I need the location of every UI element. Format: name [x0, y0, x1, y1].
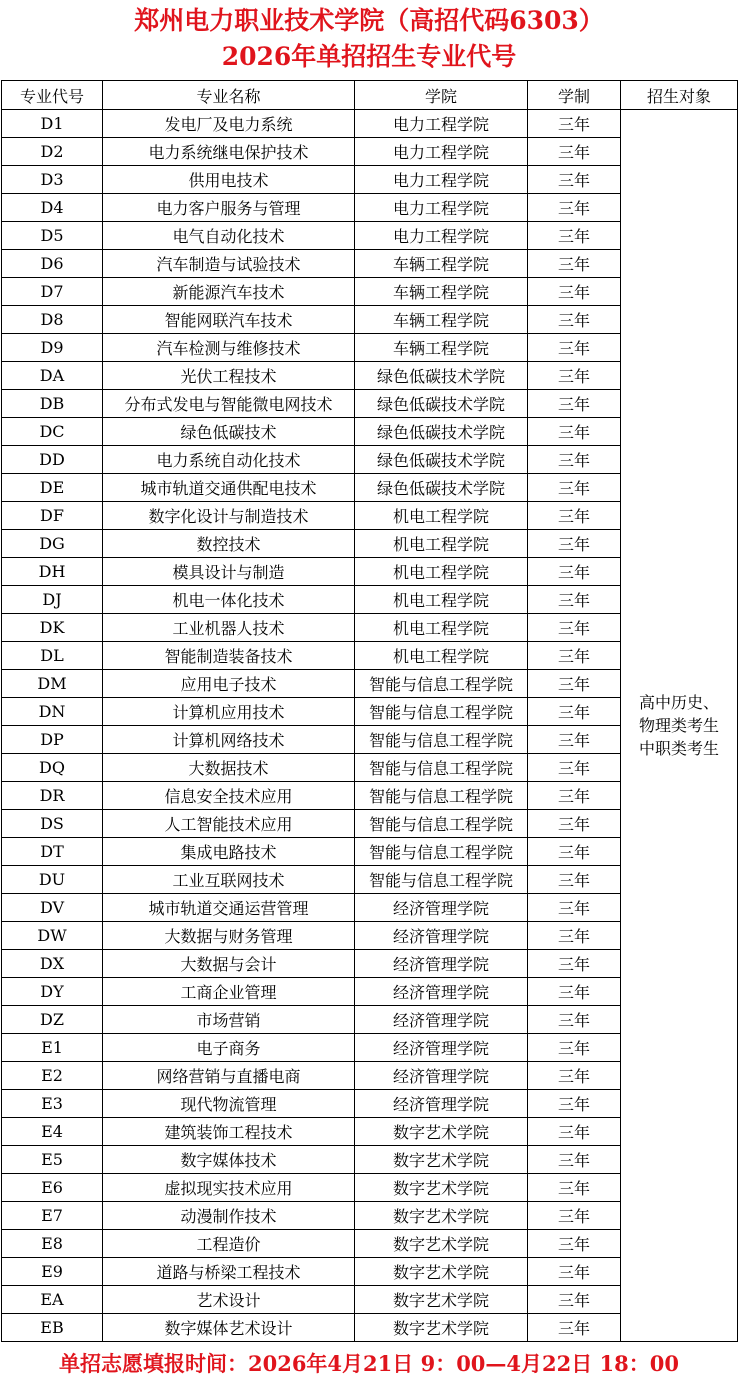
- major-code-cell: D1: [2, 110, 103, 138]
- major-code-cell: DQ: [2, 754, 103, 782]
- major-code-cell: EB: [2, 1314, 103, 1342]
- major-name-cell: 绿色低碳技术: [103, 418, 355, 446]
- page-subtitle: 2026年单招招生专业代号: [221, 42, 517, 71]
- duration-cell: 三年: [528, 642, 621, 670]
- major-name-cell: 工商企业管理: [103, 978, 355, 1006]
- major-code-cell: DG: [2, 530, 103, 558]
- duration-cell: 三年: [528, 1006, 621, 1034]
- duration-cell: 三年: [528, 894, 621, 922]
- college-cell: 绿色低碳技术学院: [355, 446, 528, 474]
- column-header-code: 专业代号: [2, 81, 103, 110]
- college-cell: 经济管理学院: [355, 922, 528, 950]
- major-name-cell: 新能源汽车技术: [103, 278, 355, 306]
- duration-cell: 三年: [528, 194, 621, 222]
- major-name-cell: 电子商务: [103, 1034, 355, 1062]
- duration-cell: 三年: [528, 306, 621, 334]
- target-applicants-cell: [621, 110, 738, 1342]
- target-applicants-line: 物理类考生: [638, 716, 719, 735]
- major-code-cell: DH: [2, 558, 103, 586]
- major-name-cell: 建筑装饰工程技术: [103, 1118, 355, 1146]
- major-code-cell: DF: [2, 502, 103, 530]
- major-name-cell: 计算机应用技术: [103, 698, 355, 726]
- duration-cell: 三年: [528, 250, 621, 278]
- major-code-cell: DT: [2, 838, 103, 866]
- college-cell: 车辆工程学院: [355, 306, 528, 334]
- major-code-cell: DM: [2, 670, 103, 698]
- major-name-cell: 数字媒体艺术设计: [103, 1314, 355, 1342]
- major-code-cell: DR: [2, 782, 103, 810]
- major-name-cell: 汽车检测与维修技术: [103, 334, 355, 362]
- major-code-cell: DV: [2, 894, 103, 922]
- major-name-cell: 数字媒体技术: [103, 1146, 355, 1174]
- duration-cell: 三年: [528, 1230, 621, 1258]
- duration-cell: 三年: [528, 418, 621, 446]
- college-cell: 电力工程学院: [355, 222, 528, 250]
- major-code-cell: D9: [2, 334, 103, 362]
- college-cell: 经济管理学院: [355, 1006, 528, 1034]
- major-name-cell: 工业互联网技术: [103, 866, 355, 894]
- college-cell: 数字艺术学院: [355, 1258, 528, 1286]
- major-code-cell: DK: [2, 614, 103, 642]
- column-header-major: 专业名称: [103, 81, 355, 110]
- duration-cell: 三年: [528, 1286, 621, 1314]
- major-name-cell: 模具设计与制造: [103, 558, 355, 586]
- major-code-cell: D3: [2, 166, 103, 194]
- major-code-cell: DZ: [2, 1006, 103, 1034]
- major-code-cell: E5: [2, 1146, 103, 1174]
- college-cell: 经济管理学院: [355, 1090, 528, 1118]
- college-cell: 数字艺术学院: [355, 1118, 528, 1146]
- major-name-cell: 市场营销: [103, 1006, 355, 1034]
- college-cell: 数字艺术学院: [355, 1230, 528, 1258]
- major-code-cell: D6: [2, 250, 103, 278]
- college-cell: 车辆工程学院: [355, 250, 528, 278]
- major-name-cell: 智能制造装备技术: [103, 642, 355, 670]
- college-cell: 数字艺术学院: [355, 1202, 528, 1230]
- duration-cell: 三年: [528, 754, 621, 782]
- major-name-cell: 虚拟现实技术应用: [103, 1174, 355, 1202]
- major-code-cell: DD: [2, 446, 103, 474]
- college-cell: 机电工程学院: [355, 614, 528, 642]
- major-code-cell: EA: [2, 1286, 103, 1314]
- duration-cell: 三年: [528, 334, 621, 362]
- major-name-cell: 大数据与财务管理: [103, 922, 355, 950]
- college-cell: 经济管理学院: [355, 894, 528, 922]
- major-code-cell: DN: [2, 698, 103, 726]
- major-name-cell: 动漫制作技术: [103, 1202, 355, 1230]
- table-body: [2, 110, 738, 1342]
- college-cell: 数字艺术学院: [355, 1174, 528, 1202]
- major-code-cell: DC: [2, 418, 103, 446]
- college-cell: 绿色低碳技术学院: [355, 362, 528, 390]
- duration-cell: 三年: [528, 1258, 621, 1286]
- college-cell: 车辆工程学院: [355, 278, 528, 306]
- duration-cell: 三年: [528, 222, 621, 250]
- major-name-cell: 计算机网络技术: [103, 726, 355, 754]
- college-cell: 绿色低碳技术学院: [355, 418, 528, 446]
- college-cell: 数字艺术学院: [355, 1314, 528, 1342]
- major-name-cell: 智能网联汽车技术: [103, 306, 355, 334]
- college-cell: 经济管理学院: [355, 1062, 528, 1090]
- duration-cell: 三年: [528, 474, 621, 502]
- major-name-cell: 城市轨道交通运营管理: [103, 894, 355, 922]
- duration-cell: 三年: [528, 166, 621, 194]
- duration-cell: 三年: [528, 586, 621, 614]
- college-cell: 绿色低碳技术学院: [355, 474, 528, 502]
- major-name-cell: 人工智能技术应用: [103, 810, 355, 838]
- major-name-cell: 机电一体化技术: [103, 586, 355, 614]
- duration-cell: 三年: [528, 390, 621, 418]
- duration-cell: 三年: [528, 1314, 621, 1342]
- major-name-cell: 信息安全技术应用: [103, 782, 355, 810]
- major-code-cell: E8: [2, 1230, 103, 1258]
- duration-cell: 三年: [528, 726, 621, 754]
- major-name-cell: 汽车制造与试验技术: [103, 250, 355, 278]
- duration-cell: 三年: [528, 138, 621, 166]
- major-name-cell: 光伏工程技术: [103, 362, 355, 390]
- college-cell: 机电工程学院: [355, 530, 528, 558]
- major-code-cell: DE: [2, 474, 103, 502]
- column-header-college: 学院: [355, 81, 528, 110]
- college-cell: 机电工程学院: [355, 642, 528, 670]
- duration-cell: 三年: [528, 1090, 621, 1118]
- college-cell: 智能与信息工程学院: [355, 726, 528, 754]
- major-name-cell: 城市轨道交通供配电技术: [103, 474, 355, 502]
- major-code-cell: DW: [2, 922, 103, 950]
- major-name-cell: 现代物流管理: [103, 1090, 355, 1118]
- college-cell: 智能与信息工程学院: [355, 866, 528, 894]
- duration-cell: 三年: [528, 866, 621, 894]
- major-code-cell: E7: [2, 1202, 103, 1230]
- table-row: [2, 110, 738, 138]
- application-period-note: 单招志愿填报时间：2026年4月21日 9：00—4月22日 18：00: [58, 1351, 680, 1376]
- college-cell: 智能与信息工程学院: [355, 698, 528, 726]
- duration-cell: 三年: [528, 1118, 621, 1146]
- college-cell: 电力工程学院: [355, 166, 528, 194]
- target-applicants-line: 高中历史、: [638, 693, 719, 712]
- college-cell: 数字艺术学院: [355, 1146, 528, 1174]
- duration-cell: 三年: [528, 502, 621, 530]
- major-name-cell: 电力系统继电保护技术: [103, 138, 355, 166]
- college-cell: 机电工程学院: [355, 586, 528, 614]
- major-code-cell: D7: [2, 278, 103, 306]
- duration-cell: 三年: [528, 110, 621, 138]
- duration-cell: 三年: [528, 698, 621, 726]
- college-cell: 经济管理学院: [355, 978, 528, 1006]
- college-cell: 智能与信息工程学院: [355, 810, 528, 838]
- duration-cell: 三年: [528, 1202, 621, 1230]
- major-code-cell: E3: [2, 1090, 103, 1118]
- major-code-cell: DB: [2, 390, 103, 418]
- major-code-cell: DA: [2, 362, 103, 390]
- major-code-table: [1, 80, 738, 1342]
- major-code-cell: D2: [2, 138, 103, 166]
- college-cell: 智能与信息工程学院: [355, 782, 528, 810]
- major-code-cell: E2: [2, 1062, 103, 1090]
- duration-cell: 三年: [528, 950, 621, 978]
- page-title: 郑州电力职业技术学院（高招代码6303）: [134, 6, 604, 35]
- major-name-cell: 网络营销与直播电商: [103, 1062, 355, 1090]
- college-cell: 绿色低碳技术学院: [355, 390, 528, 418]
- duration-cell: 三年: [528, 362, 621, 390]
- major-name-cell: 数字化设计与制造技术: [103, 502, 355, 530]
- major-name-cell: 分布式发电与智能微电网技术: [103, 390, 355, 418]
- duration-cell: 三年: [528, 1174, 621, 1202]
- table-header-row: [2, 81, 738, 110]
- major-code-cell: E9: [2, 1258, 103, 1286]
- duration-cell: 三年: [528, 782, 621, 810]
- major-name-cell: 应用电子技术: [103, 670, 355, 698]
- major-name-cell: 大数据与会计: [103, 950, 355, 978]
- major-code-cell: DU: [2, 866, 103, 894]
- duration-cell: 三年: [528, 1062, 621, 1090]
- college-cell: 电力工程学院: [355, 138, 528, 166]
- college-cell: 经济管理学院: [355, 950, 528, 978]
- major-code-cell: E6: [2, 1174, 103, 1202]
- duration-cell: 三年: [528, 1034, 621, 1062]
- major-code-cell: D8: [2, 306, 103, 334]
- major-name-cell: 艺术设计: [103, 1286, 355, 1314]
- college-cell: 智能与信息工程学院: [355, 670, 528, 698]
- major-name-cell: 工程造价: [103, 1230, 355, 1258]
- major-code-cell: DP: [2, 726, 103, 754]
- major-name-cell: 发电厂及电力系统: [103, 110, 355, 138]
- college-cell: 经济管理学院: [355, 1034, 528, 1062]
- major-name-cell: 大数据技术: [103, 754, 355, 782]
- major-name-cell: 道路与桥梁工程技术: [103, 1258, 355, 1286]
- major-code-cell: E4: [2, 1118, 103, 1146]
- major-name-cell: 供用电技术: [103, 166, 355, 194]
- college-cell: 电力工程学院: [355, 194, 528, 222]
- major-name-cell: 工业机器人技术: [103, 614, 355, 642]
- major-code-cell: DY: [2, 978, 103, 1006]
- major-name-cell: 电气自动化技术: [103, 222, 355, 250]
- duration-cell: 三年: [528, 614, 621, 642]
- major-name-cell: 数控技术: [103, 530, 355, 558]
- duration-cell: 三年: [528, 278, 621, 306]
- duration-cell: 三年: [528, 670, 621, 698]
- major-name-cell: 电力系统自动化技术: [103, 446, 355, 474]
- duration-cell: 三年: [528, 978, 621, 1006]
- major-code-cell: DX: [2, 950, 103, 978]
- major-name-cell: 电力客户服务与管理: [103, 194, 355, 222]
- college-cell: 机电工程学院: [355, 558, 528, 586]
- major-code-cell: D4: [2, 194, 103, 222]
- duration-cell: 三年: [528, 838, 621, 866]
- college-cell: 机电工程学院: [355, 502, 528, 530]
- duration-cell: 三年: [528, 558, 621, 586]
- college-cell: 车辆工程学院: [355, 334, 528, 362]
- duration-cell: 三年: [528, 922, 621, 950]
- duration-cell: 三年: [528, 530, 621, 558]
- duration-cell: 三年: [528, 1146, 621, 1174]
- column-header-target: 招生对象: [621, 81, 738, 110]
- major-name-cell: 集成电路技术: [103, 838, 355, 866]
- column-header-duration: 学制: [528, 81, 621, 110]
- college-cell: 智能与信息工程学院: [355, 838, 528, 866]
- target-applicants-line: 中职类考生: [638, 739, 719, 758]
- college-cell: 数字艺术学院: [355, 1286, 528, 1314]
- duration-cell: 三年: [528, 446, 621, 474]
- college-cell: 电力工程学院: [355, 110, 528, 138]
- major-code-cell: DJ: [2, 586, 103, 614]
- major-code-cell: DL: [2, 642, 103, 670]
- major-code-cell: DS: [2, 810, 103, 838]
- college-cell: 智能与信息工程学院: [355, 754, 528, 782]
- major-code-cell: E1: [2, 1034, 103, 1062]
- major-code-cell: D5: [2, 222, 103, 250]
- duration-cell: 三年: [528, 810, 621, 838]
